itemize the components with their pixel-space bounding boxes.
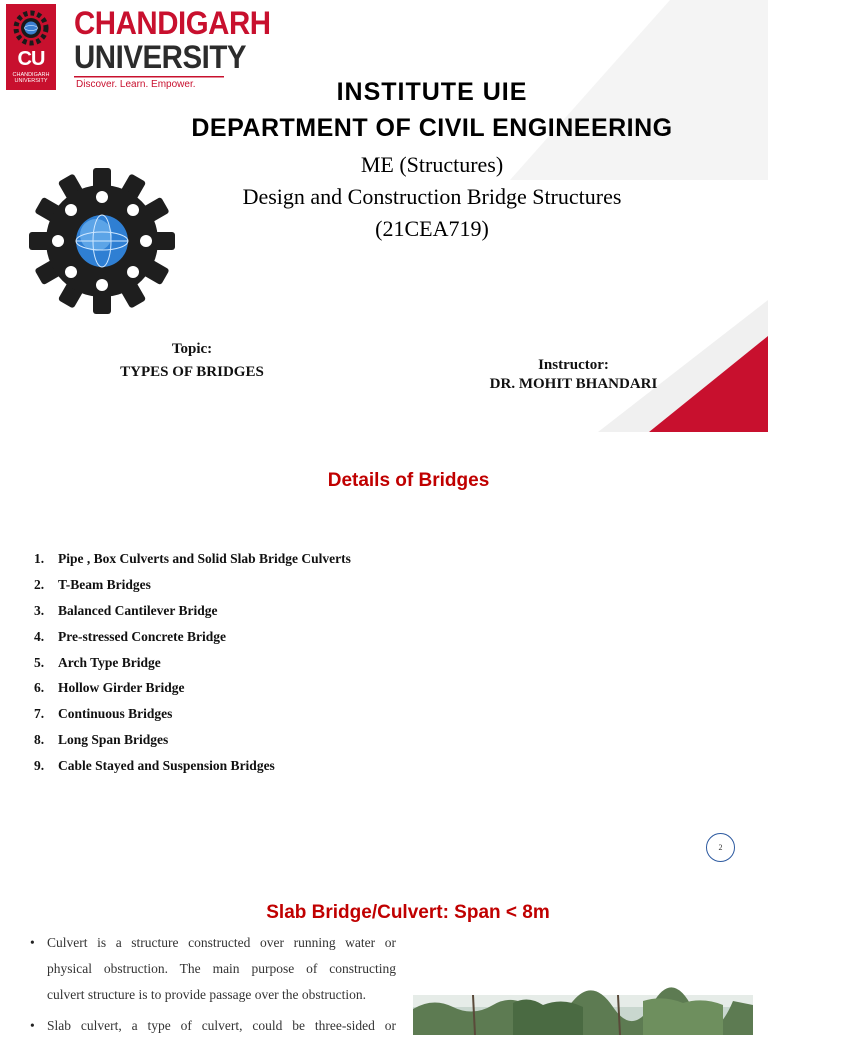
university-name-line2: UNIVERSITY (74, 39, 247, 75)
university-name-line1: CHANDIGARH (74, 5, 271, 41)
bullet-line: physical obstruction. The main purpose of constructing (47, 961, 396, 976)
list-item-number: 4. (34, 628, 45, 644)
bullet-line: culvert structure is to provide passage over the obstruction. (47, 987, 367, 1002)
list-item-number: 8. (34, 732, 45, 748)
list-item-number: 1. (34, 551, 45, 566)
list-item-text: Continuous Bridges (58, 706, 173, 722)
bullet-icon: • (30, 935, 35, 950)
course-code: (21CEA719) (375, 216, 489, 241)
course-name: Design and Construction Bridge Structures (242, 184, 622, 209)
topic-value: TYPES OF BRIDGES (120, 364, 264, 380)
department-title: DEPARTMENT OF CIVIL ENGINEERING (191, 114, 673, 142)
list-item-number: 5. (34, 654, 45, 670)
bullet-line: Culvert is a structure constructed over running water or (47, 935, 396, 950)
list-item (34, 624, 351, 650)
list-item-text: Cable Stayed and Suspension Bridges (58, 758, 275, 774)
instructor-label: Instructor: (538, 357, 609, 373)
list-item-text: Pipe , Box Culverts and Solid Slab Bridge Culverts (58, 551, 351, 566)
red-corner-triangle (624, 336, 768, 432)
page-number-badge: 2 (706, 833, 735, 862)
slab-bridge-slide (0, 880, 768, 1033)
list-item (34, 598, 351, 624)
gear-globe-icon (24, 168, 180, 314)
list-item-text: Arch Type Bridge (58, 654, 161, 670)
culvert-photo (413, 995, 753, 1035)
list-item-number: 9. (34, 758, 45, 774)
list-item-number: 7. (34, 706, 45, 722)
list-item-text: Pre-stressed Concrete Bridge (58, 628, 226, 644)
topic-label: Topic: (171, 341, 213, 357)
university-tagline: Discover. Learn. Empower. (76, 79, 196, 90)
bullet-icon: • (30, 1018, 35, 1033)
list-item (34, 546, 351, 572)
details-title: Details of Bridges (327, 470, 490, 491)
university-name (74, 6, 271, 74)
list-item (34, 753, 351, 779)
topic-block (92, 338, 292, 384)
list-item (34, 675, 351, 701)
list-item (34, 727, 351, 753)
list-item (34, 650, 351, 676)
list-item-number: 2. (34, 576, 45, 592)
list-item-text: T-Beam Bridges (58, 576, 151, 592)
title-slide (0, 0, 768, 432)
list-item-text: Hollow Girder Bridge (58, 680, 185, 696)
logo-subtext: CHANDIGARH UNIVERSITY (12, 72, 50, 84)
slab-bridge-title: Slab Bridge/Culvert: Span < 8m (266, 902, 550, 923)
details-slide (0, 448, 768, 880)
institute-title: INSTITUTE UIE (336, 78, 528, 106)
instructor-name: DR. MOHIT BHANDARI (489, 376, 658, 392)
list-item-number: 6. (34, 680, 45, 696)
list-item-text: Long Span Bridges (58, 732, 169, 748)
list-item-number: 3. (34, 602, 45, 618)
logo-cu-text: CU (17, 48, 45, 70)
bridge-types-list (34, 546, 351, 779)
bullet-line: Slab culvert, a type of culvert, could be three-sided or (47, 1018, 396, 1033)
list-item (34, 701, 351, 727)
program-name: ME (Structures) (360, 152, 504, 177)
list-item-text: Balanced Cantilever Bridge (58, 602, 218, 618)
list-item (34, 572, 351, 598)
logo-emblem-icon (6, 6, 56, 50)
